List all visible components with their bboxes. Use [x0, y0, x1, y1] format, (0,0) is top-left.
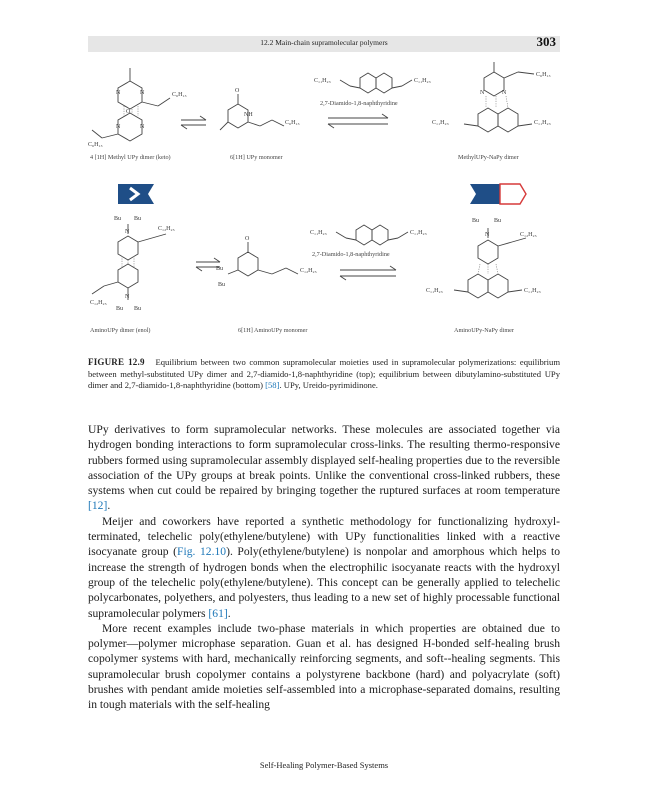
svg-text:N: N — [140, 124, 145, 130]
atom-label: Bu — [472, 218, 480, 224]
atom-label: C₁₁H₂₃ — [314, 78, 331, 84]
paragraph-text: More recent examples include two-phase materials in which properties are obtained due to polymer—polymer microphase separation. Guan et al. has designed H-bonded self-healing brush copolymer systems with hard, mechanically reinforcing segments, and soft--healing segments. This supramolecular brush copolymer contains a polystyrene backbone (hard) and polyacrylate (soft) brushes with pendant amide moieties self-assembled into a microphase-separated domains, resulting in tough materials with the self-healing — [88, 621, 560, 712]
aminoupy-monomer-structure — [216, 236, 317, 288]
svg-text:N: N — [125, 229, 130, 235]
svg-text:N: N — [116, 124, 121, 130]
atom-label: C₁₂H₂₅ — [90, 300, 107, 306]
atom-label: C₁₁H₂₃ — [310, 230, 327, 236]
down-arrow-right — [470, 184, 526, 204]
reaction-scheme — [88, 58, 560, 348]
equilibrium-arrow — [328, 114, 388, 128]
svg-text:N: N — [125, 294, 130, 300]
svg-text:O: O — [126, 109, 131, 115]
equilibrium-arrow — [340, 266, 396, 280]
svg-text:NH: NH — [244, 112, 253, 118]
body-text — [88, 422, 560, 713]
paragraph-end: . — [227, 606, 231, 620]
paragraph-end: . — [107, 499, 111, 513]
figure-label: FIGURE 12.9 — [88, 357, 145, 367]
svg-text:N: N — [116, 90, 121, 96]
svg-text:N: N — [140, 90, 145, 96]
running-head: 12.2 Main-chain supramolecular polymers — [260, 38, 388, 47]
atom-label: C₆H₁₃ — [285, 120, 300, 126]
paragraph-text: UPy derivatives to form supramolecular networks. These molecules are associated together via hydrogen bonding interactions to form supramolecular cross-links. The resulting thermo-responsive rubbers formed using supramolecular assembly displayed self-healing properties due to the reversible association of the UPy groups at break points. Unlike the conventional cross-linked rubbers, these systems when cut could be repaired by bringing together the ruptured surfaces at room temperature — [88, 423, 560, 498]
atom-label: Bu — [114, 216, 122, 222]
atom-label: C₁₂H₂₅ — [520, 232, 537, 238]
structure-label: 4 [1H] Methyl UPy dimer (keto) — [90, 154, 171, 161]
paragraph — [88, 422, 560, 514]
structure-label: AminoUPy-NaPy dimer — [454, 327, 514, 334]
atom-label: C₁₁H₂₃ — [524, 288, 541, 294]
atom-label: C₆H₁₃ — [172, 92, 187, 98]
atom-label: C₁₁H₂₃ — [432, 120, 449, 126]
atom-label: C₁₂H₂₅ — [300, 268, 317, 274]
paragraph — [88, 514, 560, 621]
atom-label: Bu — [116, 306, 124, 312]
atom-label: C₆H₁₃ — [88, 142, 103, 148]
atom-label: C₆H₁₃ — [536, 72, 551, 78]
reagent-label: 2,7-Diamido-1,8-naphthyridine — [312, 251, 390, 258]
atom-label: Bu — [218, 282, 226, 288]
structure-label: AminoUPy dimer (enol) — [90, 327, 151, 334]
naphthyridine-structure — [314, 73, 431, 93]
aminoupy-dimer-structure — [90, 216, 175, 312]
svg-text:O: O — [235, 88, 240, 94]
atom-label: C₁₁H₂₃ — [410, 230, 427, 236]
paragraph-text: ). Poly(ethylene/butylene) is nonpolar and amorphous which helps to increase the strength of hydrogen bonds when the electrophilic isocyanate reacts with the hydroxyl group of the telechelic poly(ethylene/butylene). This concept can be generally applied to telechelic polycarbonates, polyethers, and polyesters, thus leading to a new set of highly processable functional supramolecular polymers — [88, 545, 560, 620]
atom-label: C₁₁H₂₃ — [426, 288, 443, 294]
methylupy-napy-dimer-structure — [432, 62, 551, 132]
paragraph — [88, 621, 560, 713]
atom-label: C₁₁H₂₃ — [534, 120, 551, 126]
atom-label: Bu — [216, 266, 224, 272]
equilibrium-arrow — [181, 116, 206, 129]
atom-label: Bu — [134, 216, 142, 222]
figure-12-9 — [88, 58, 560, 348]
atom-label: C₁₂H₂₅ — [158, 226, 175, 232]
atom-label: Bu — [494, 218, 502, 224]
caption-text-end: . UPy, Ureido-pyrimidinone. — [279, 380, 378, 390]
structure-label: 6[1H] UPy monomer — [230, 154, 283, 161]
upy-monomer-structure — [220, 88, 300, 130]
paragraph-text: Meijer and coworkers have reported a synthetic methodology for functionalizing hydroxyl-terminated, telechelic poly(ethylene/butylene) with UPy functionalities linked with a reactive isocyanate group ( — [88, 514, 560, 559]
atom-label: C₁₁H₂₃ — [414, 78, 431, 84]
citation-link[interactable]: [12] — [88, 499, 108, 513]
down-arrow-left — [118, 184, 154, 204]
aminoupy-napy-dimer-structure — [426, 218, 541, 298]
page-number: 303 — [536, 34, 556, 49]
naphthyridine-structure — [310, 225, 427, 245]
figure-caption — [88, 357, 560, 392]
structure-label: MethylUPy-NaPy dimer — [458, 154, 519, 161]
svg-text:O: O — [245, 236, 250, 242]
citation-link[interactable]: [58] — [265, 380, 280, 390]
caption-text: Equilibrium between two common supramolecular moieties used in supramolecular polymerizations: equilibrium between methyl-substituted UPy dimer and 2,7-diamido-1,8-naphthyridine (top); equilibrium between dibutylamino-substituted UPy dimer and 2,7-diamido-1,8-naphthyridine (bottom) — [88, 357, 561, 390]
structure-label: 6[1H] AminoUPy monomer — [238, 327, 308, 334]
reagent-label: 2,7-Diamido-1,8-naphthyridine — [320, 100, 398, 107]
atom-label: Bu — [134, 306, 142, 312]
figure-reference-link[interactable]: Fig. 12.10 — [177, 545, 227, 559]
svg-text:N: N — [502, 90, 507, 96]
svg-text:N: N — [480, 90, 485, 96]
methyl-upy-dimer-structure — [88, 68, 187, 148]
citation-link[interactable]: [61] — [208, 606, 228, 620]
page-footer: Self-Healing Polymer-Based Systems — [259, 760, 389, 770]
svg-text:N: N — [485, 232, 490, 238]
